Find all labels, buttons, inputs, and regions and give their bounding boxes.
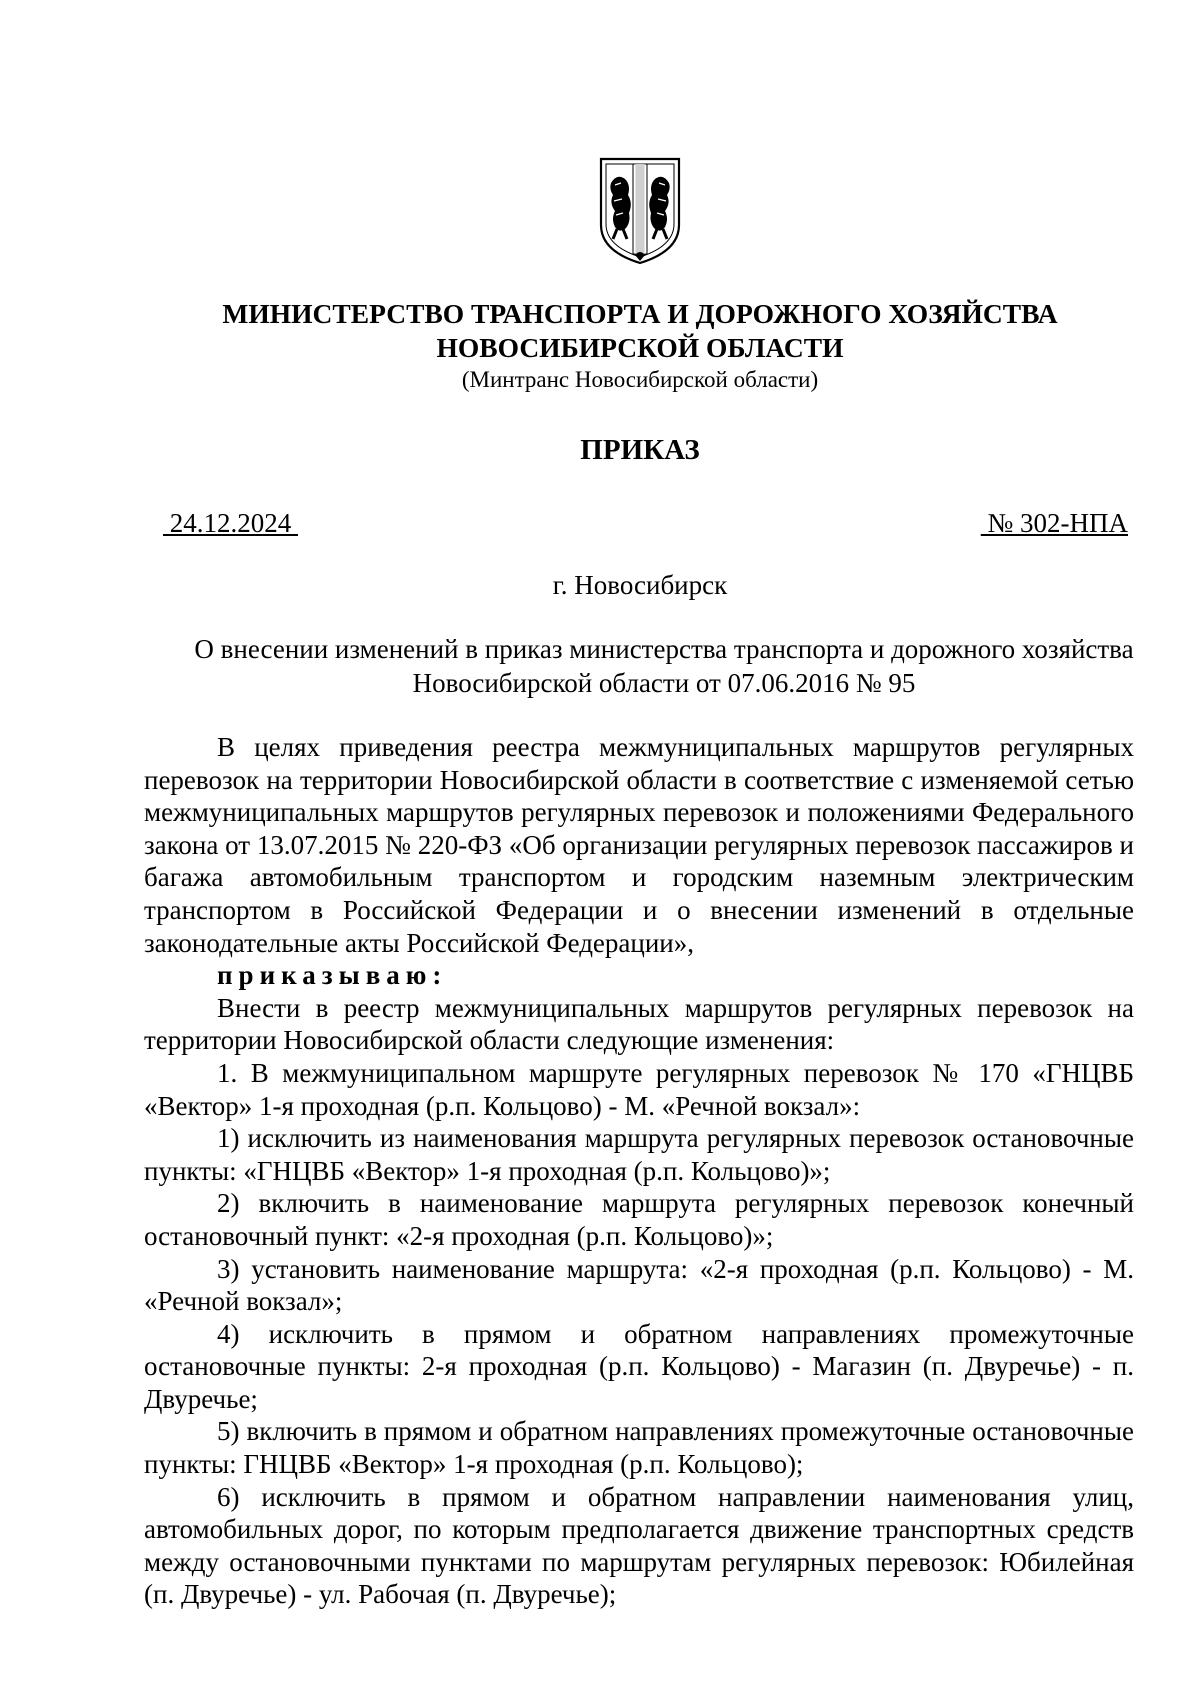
order-number: № 302-НПА (980, 508, 1128, 538)
subitem-2: 2) включить в наименование маршрута регулярных перевозок конечный остановочный пункт: «2-я проходная (р.п. Кольцово)»; (144, 1188, 1134, 1251)
ministry-name-line2: НОВОСИБИРСКОЙ ОБЛАСТИ (436, 332, 844, 363)
coat-of-arms-icon (597, 155, 683, 265)
item-1: 1. В межмуниципальном маршруте регулярных перевозок № 170 «ГНЦВБ «Вектор» 1-я проходная (р.п. Кольцово) - М. «Речной вокзал»: (144, 1057, 1134, 1121)
preamble-paragraph: В целях приведения реестра межмуниципальных маршрутов регулярных перевозок на территории Новосибирской области в соответствие с изменяемой сетью межмуниципальных маршрутов регулярных перевозок и положениями Федерального закона от 13.07.2015 № 220-ФЗ «Об организации регулярных перевозок пассажиров и багажа автомобильным транспортом и городским наземным электрическим транспортом в Российской Федерации и о внесении изменений в отдельные законодательные акты Российской Федерации», (144, 732, 1134, 958)
order-date: 24.12.2024 (163, 508, 298, 538)
ministry-name-line1: МИНИСТЕРСТВО ТРАНСПОРТА И ДОРОЖНОГО ХОЗЯЙСТВА (222, 298, 1058, 329)
document-type-title: ПРИКАЗ (580, 434, 700, 466)
order-word: приказываю: (217, 960, 448, 991)
subitem-4: 4) исключить в прямом и обратном направлениях промежуточные остановочные пункты: 2-я проходная (р.п. Кольцово) - Магазин (п. Двуречье) - п. Двуречье; (144, 1318, 1134, 1414)
city-name: г. Новосибирск (552, 570, 728, 600)
subitem-3: 3) установить наименование маршрута: «2-я проходная (р.п. Кольцово) - М. «Речной вокзал»; (144, 1253, 1134, 1317)
intro-paragraph: Внести в реестр межмуниципальных маршрутов регулярных перевозок на территории Новосибирской области следующие изменения: (144, 992, 1134, 1056)
ministry-short-name: (Минтранс Новосибирской области) (461, 367, 819, 392)
subitem-5: 5) включить в прямом и обратном направлениях промежуточные остановочные пункты: ГНЦВБ «Вектор» 1-я проходная (р.п. Кольцово); (144, 1416, 1134, 1480)
subitem-6: 6) исключить в прямом и обратном направлении наименования улиц, автомобильных дорог, по которым предполагается движение транспортных средств между остановочными пунктами по маршрутам регулярных перевозок: Юбилейная (п. Двуречье) - ул. Рабочая (п. Двуречье); (144, 1481, 1134, 1610)
order-body (144, 731, 1134, 1611)
subitem-1: 1) исключить из наименования маршрута регулярных перевозок остановочные пункты: «ГНЦВБ «Вектор» 1-я проходная (р.п. Кольцово)»; (144, 1123, 1134, 1186)
order-subject: О внесении изменений в приказ министерства транспорта и дорожного хозяйства Новосибирской области от 07.06.2016 № 95 (194, 634, 1134, 698)
